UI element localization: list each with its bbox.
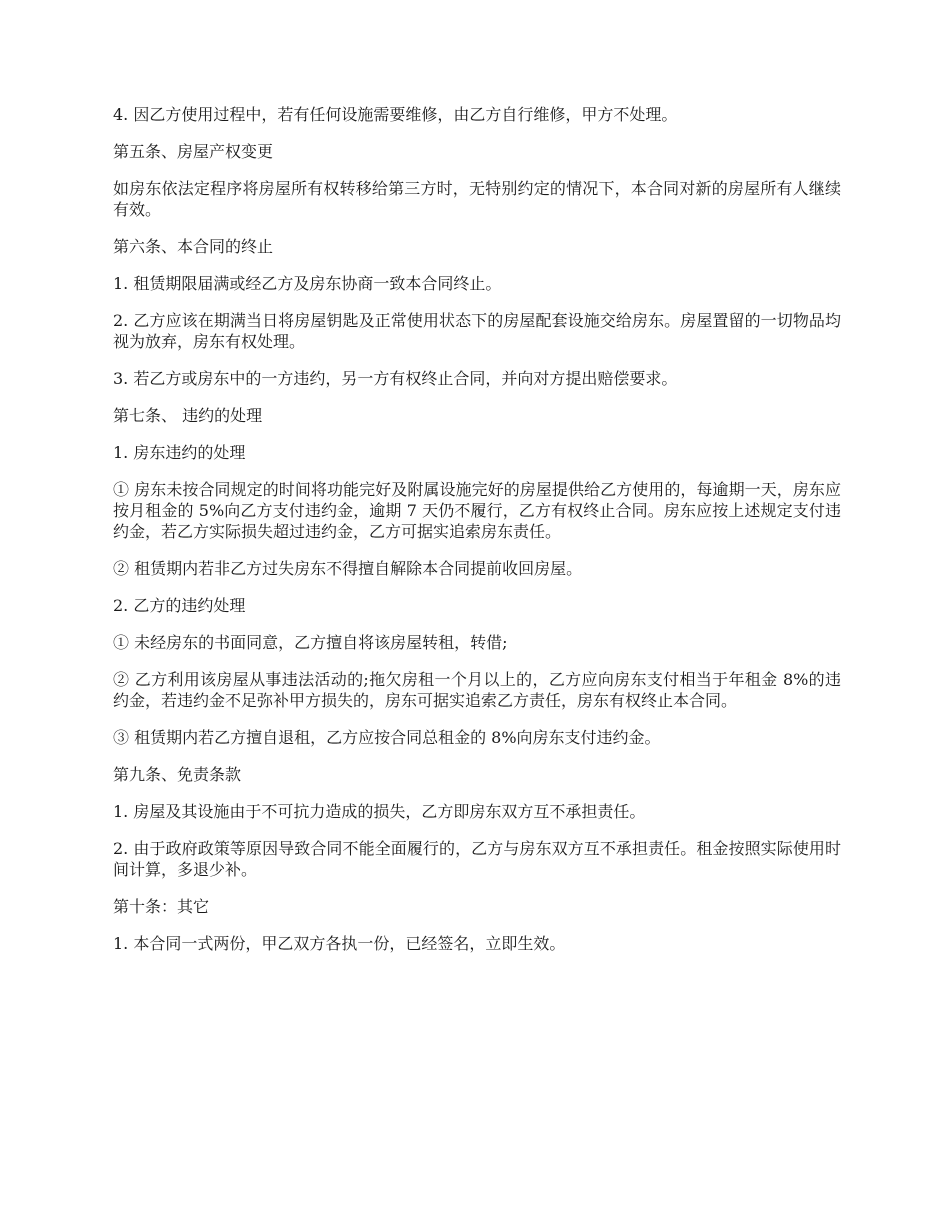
section-heading-9: 第九条、免责条款 [113, 765, 242, 784]
clause-tenant-breach-2: ② 乙方利用该房屋从事违法活动的;拖欠房租一个月以上的，乙方应向房东支付相当于年租金 8%的违约金，若违约金不足弥补甲方损失的，房东可据实追索乙方责任，房东有权终止本合同。 [113, 670, 841, 710]
clause-landlord-breach-2: ② 租赁期内若非乙方过失房东不得擅自解除本合同提前收回房屋。 [113, 559, 583, 578]
clause-tenant-breach-3: ③ 租赁期内若乙方擅自退租，乙方应按合同总租金的 8%向房东支付违约金。 [113, 728, 661, 747]
clause-ownership-change: 如房东依法定程序将房屋所有权转移给第三方时，无特别约定的情况下，本合同对新的房屋所有人继续有效。 [113, 179, 841, 219]
clause-other-1: 1. 本合同一式两份，甲乙双方各执一份，已经签名，立即生效。 [113, 934, 566, 953]
subheading-landlord-breach: 1. 房东违约的处理 [113, 443, 246, 462]
clause-exemption-1: 1. 房屋及其设施由于不可抗力造成的损失，乙方即房东双方互不承担责任。 [113, 802, 646, 821]
clause-termination-2: 2. 乙方应该在期满当日将房屋钥匙及正常使用状态下的房屋配套设施交给房东。房屋置留的一切物品均视为放弃，房东有权处理。 [113, 311, 841, 351]
document-body [113, 104, 841, 954]
clause-item-4-repair: 4. 因乙方使用过程中，若有任何设施需要维修，由乙方自行维修，甲方不处理。 [113, 105, 678, 124]
clause-termination-1: 1. 租赁期限届满或经乙方及房东协商一致本合同终止。 [113, 274, 502, 293]
clause-tenant-breach-1: ① 未经房东的书面同意，乙方擅自将该房屋转租，转借; [113, 633, 508, 652]
section-heading-6: 第六条、本合同的终止 [113, 237, 274, 256]
clause-termination-3: 3. 若乙方或房东中的一方违约，另一方有权终止合同，并向对方提出赔偿要求。 [113, 369, 678, 388]
clause-exemption-2: 2. 由于政府政策等原因导致合同不能全面履行的，乙方与房东双方互不承担责任。租金按照实际使用时间计算，多退少补。 [113, 839, 841, 879]
clause-landlord-breach-1: ① 房东未按合同规定的时间将功能完好及附属设施完好的房屋提供给乙方使用的，每逾期一天，房东应按月租金的 5%向乙方支付违约金，逾期 7 天仍不履行，乙方有权终止合同。房东应按上述规定支付违约金，若乙方实际损失超过违约金，乙方可据实追索房东责任。 [113, 480, 841, 541]
section-heading-7: 第七条、 违约的处理 [113, 406, 263, 425]
section-heading-10: 第十条：其它 [113, 897, 210, 916]
subheading-tenant-breach: 2. 乙方的违约处理 [113, 596, 246, 615]
section-heading-5: 第五条、房屋产权变更 [113, 142, 274, 161]
